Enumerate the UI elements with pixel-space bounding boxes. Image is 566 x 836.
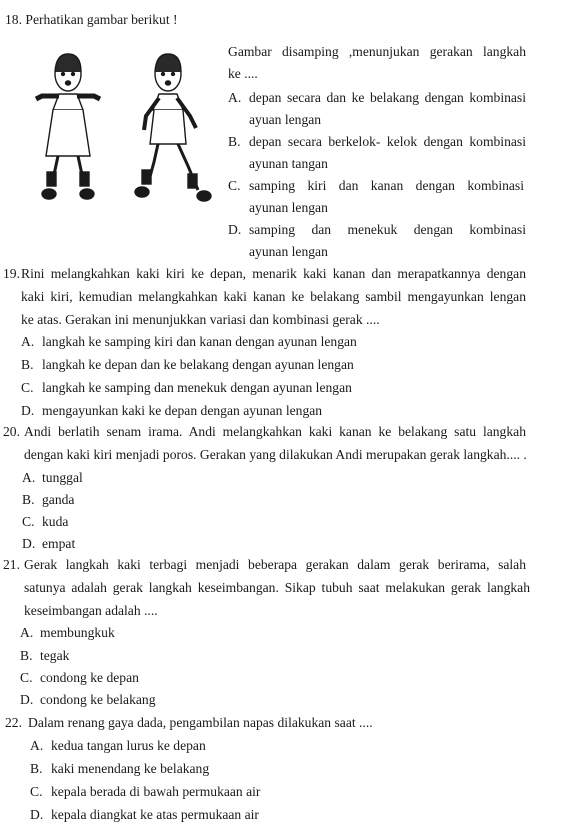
- q18-option-a-letter: A.: [228, 90, 242, 105]
- q18-option-c-text-cont: ayunan lengan: [249, 200, 328, 215]
- question-19-number: 19.: [3, 266, 20, 281]
- left-girl-figure: [36, 54, 100, 199]
- q22-option-a-text: kedua tangan lurus ke depan: [51, 738, 206, 753]
- q20-option-b-text: ganda: [42, 492, 75, 507]
- q21-option-c-letter: C.: [20, 670, 33, 685]
- q19-option-d-letter: D.: [21, 403, 35, 418]
- q18-option-d-text-cont: ayunan lengan: [249, 244, 328, 259]
- q21-option-d-letter: D.: [20, 692, 34, 707]
- q22-option-a-letter: A.: [30, 738, 44, 753]
- dance-step-figure: [28, 44, 228, 224]
- q20-option-a-letter: A.: [22, 470, 36, 485]
- q18-option-c-letter: C.: [228, 178, 241, 193]
- q19-option-d-text: mengayunkan kaki ke depan dengan ayunan lengan: [42, 403, 323, 418]
- q22-option-b-letter: B.: [30, 761, 43, 776]
- q19-option-a-text: langkah ke samping kiri dan kanan dengan ayunan lengan: [42, 334, 357, 349]
- q18-option-b-text: depan secara berkelok- kelok dengan kombinasi: [249, 134, 526, 149]
- question-18-side-text-line-2: ke ....: [228, 66, 258, 81]
- question-number: 18.: [5, 12, 22, 27]
- q20-option-c-letter: C.: [22, 514, 35, 529]
- q22-option-c-letter: C.: [30, 784, 43, 799]
- q22-option-d-letter: D.: [30, 807, 44, 822]
- q21-option-d-text: condong ke belakang: [40, 692, 156, 707]
- question-stem: Perhatikan gambar berikut !: [25, 12, 178, 27]
- q21-option-a-letter: A.: [20, 625, 34, 640]
- q19-option-b-text: langkah ke depan dan ke belakang dengan ayunan lengan: [42, 357, 354, 372]
- two-girls-dancing-illustration: [28, 44, 228, 224]
- question-19-stem-line-1: Rini melangkahkan kaki kiri ke depan, menarik kaki kanan dan merapatkannya dengan: [21, 266, 526, 281]
- q21-option-c-text: condong ke depan: [40, 670, 139, 685]
- q18-option-b-text-cont: ayunan tangan: [249, 156, 328, 171]
- q18-option-d-letter: D.: [228, 222, 242, 237]
- q18-option-c-text: samping kiri dan kanan dengan kombinasi: [249, 178, 524, 193]
- question-20-stem-line-1: Andi berlatih senam irama. Andi melangkahkan kaki kanan ke belakang satu langkah: [24, 424, 526, 439]
- q18-option-b-letter: B.: [228, 134, 241, 149]
- q20-option-d-text: empat: [42, 536, 76, 551]
- q19-option-c-letter: C.: [21, 380, 34, 395]
- question-19-stem-line-2: kaki kiri, kemudian melangkahkan kaki kanan ke belakang sambil mengayunkan lengan: [21, 289, 526, 304]
- right-girl-figure: [135, 54, 211, 201]
- question-21-stem-line-2: satunya adalah gerak langkah keseimbangan. Sikap tubuh saat melakukan gerak langkah: [24, 580, 530, 595]
- q19-option-a-letter: A.: [21, 334, 35, 349]
- question-22-number: 22.: [5, 715, 22, 730]
- q18-option-a-text: depan secara dan ke belakang dengan kombinasi: [249, 90, 526, 105]
- q21-option-b-letter: B.: [20, 648, 33, 663]
- q20-option-b-letter: B.: [22, 492, 35, 507]
- question-20-stem-line-2: dengan kaki kiri menjadi poros. Gerakan yang dilakukan Andi merupakan gerak langkah.... .: [24, 447, 527, 462]
- q20-option-c-text: kuda: [42, 514, 69, 529]
- question-21-number: 21.: [3, 557, 20, 572]
- q20-option-d-letter: D.: [22, 536, 36, 551]
- question-20-number: 20.: [3, 424, 20, 439]
- q18-option-d-text: samping dan menekuk dengan kombinasi: [249, 222, 526, 237]
- q22-option-b-text: kaki menendang ke belakang: [51, 761, 210, 776]
- q19-option-b-letter: B.: [21, 357, 34, 372]
- question-18-heading: [5, 12, 178, 28]
- question-21-stem-line-1: Gerak langkah kaki terbagi menjadi beberapa gerakan dalam gerak berirama, salah: [24, 557, 526, 572]
- question-21-stem-line-3: keseimbangan adalah ....: [24, 603, 158, 618]
- q22-option-d-text: kepala diangkat ke atas permukaan air: [51, 807, 259, 822]
- q22-option-c-text: kepala berada di bawah permukaan air: [51, 784, 261, 799]
- question-19-stem-line-3: ke atas. Gerakan ini menunjukkan variasi dan kombinasi gerak ....: [21, 312, 380, 327]
- q21-option-b-text: tegak: [40, 648, 70, 663]
- q20-option-a-text: tunggal: [42, 470, 83, 485]
- question-22-stem: Dalam renang gaya dada, pengambilan napas dilakukan saat ....: [28, 715, 373, 730]
- q18-option-a-text-cont: ayuan lengan: [249, 112, 322, 127]
- question-18-side-text-line-1: Gambar disamping ,menunjukan gerakan langkah: [228, 44, 526, 59]
- q19-option-c-text: langkah ke samping dan menekuk dengan ayunan lengan: [42, 380, 352, 395]
- q21-option-a-text: membungkuk: [40, 625, 115, 640]
